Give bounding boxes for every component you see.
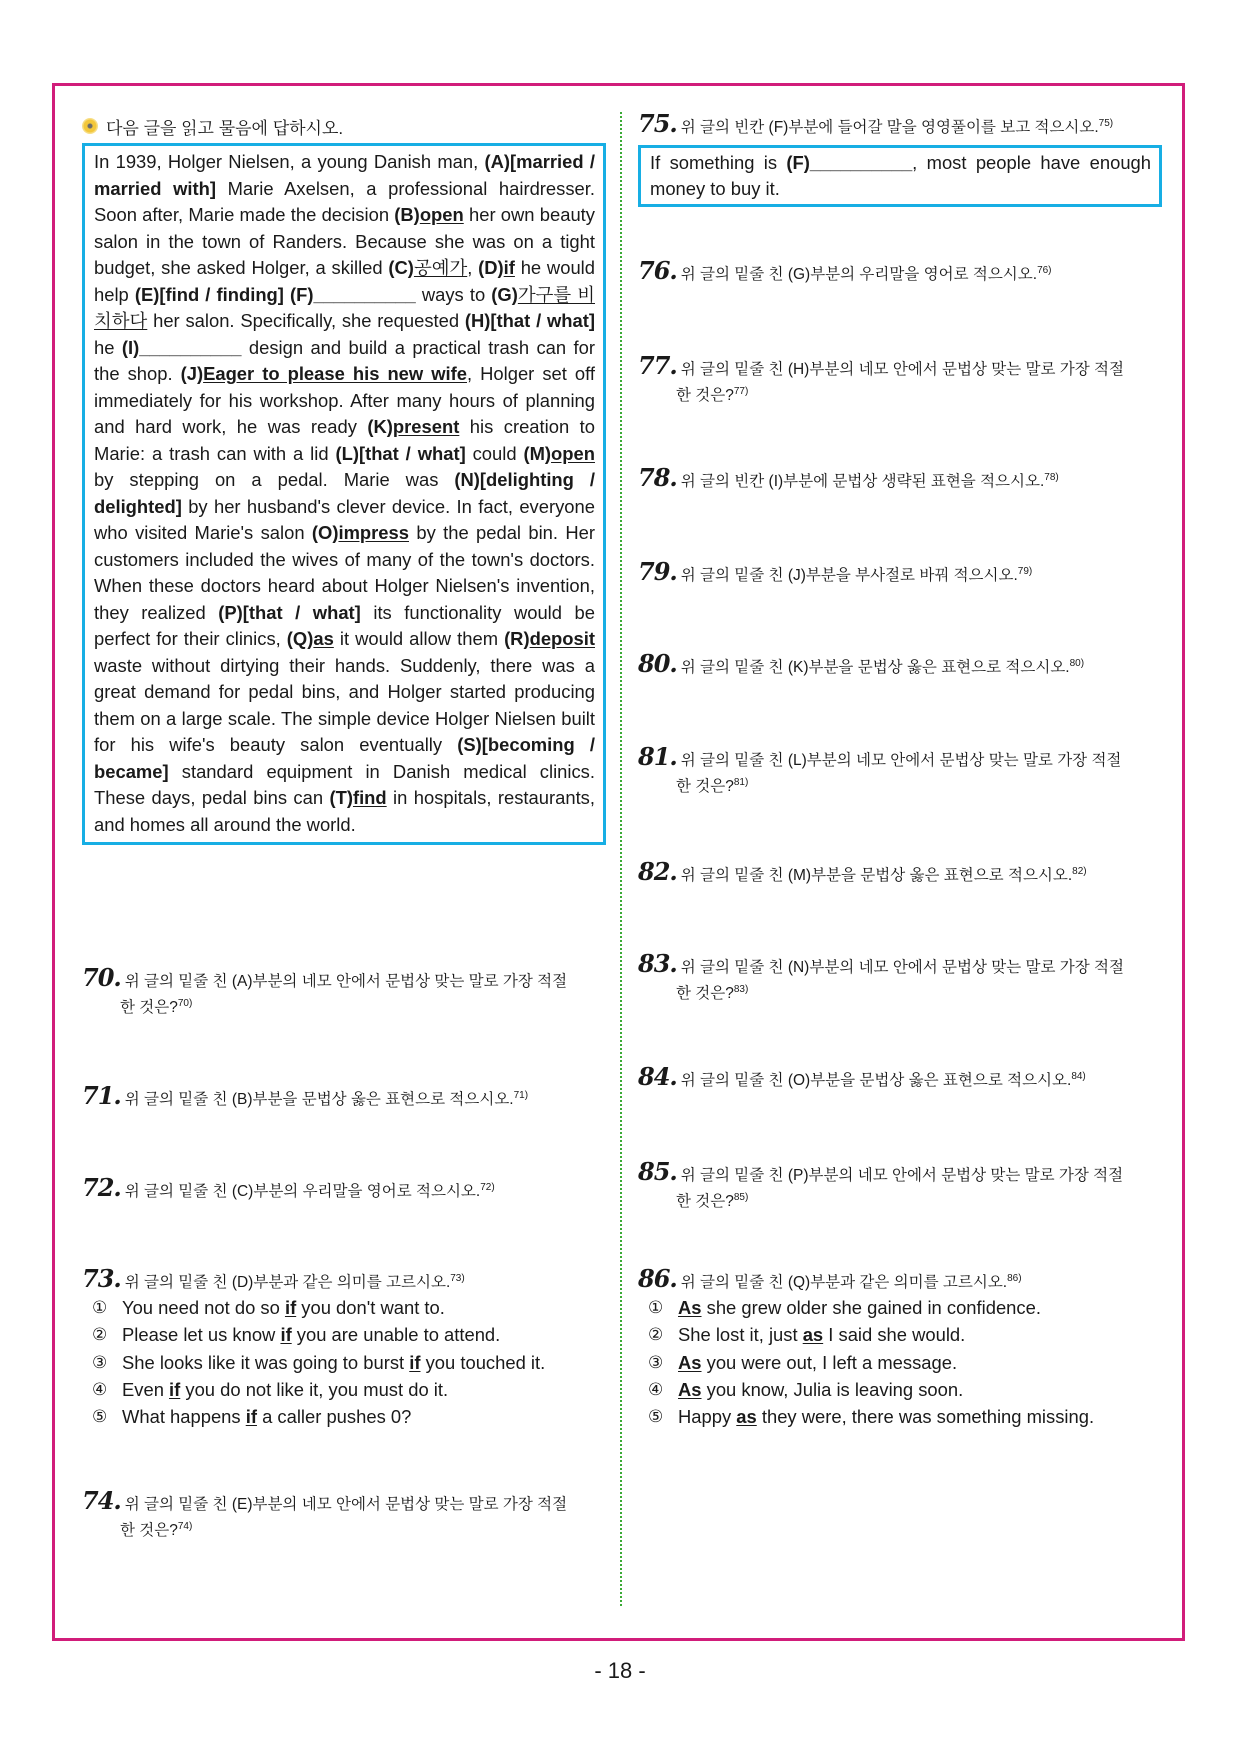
underlined-text: if [503, 257, 515, 278]
definition-box [638, 145, 1162, 207]
footnote-ref: 85) [733, 1192, 749, 1203]
choice-text [678, 1376, 963, 1403]
question-prompt-cont: 한 것은? [676, 387, 734, 405]
page-number: - 18 - [594, 1658, 646, 1683]
bold-text: (K) [367, 416, 393, 437]
bold-text: (M) [523, 442, 552, 464]
footnote-ref: 73) [450, 1273, 465, 1284]
choice-number: ② [648, 1325, 664, 1345]
answer-choices [648, 1294, 1162, 1430]
left-column [82, 113, 604, 845]
text-span: you touched it. [420, 1351, 546, 1373]
underlined-text: 가구를 비치하다 [94, 283, 595, 331]
answer-choice[interactable] [648, 1376, 1162, 1403]
choice-number: ⑤ [92, 1407, 108, 1427]
bold-text: (S)[becoming / became] [94, 734, 595, 782]
question-prompt-cont: 한 것은? [676, 778, 734, 796]
text-span: waste without dirtying their hands. Suddenly, there was a great demand for pedal bins, and Holger started producing them on a large scale. The simple device Holger Nielsen built for his wife's beauty salon eventually [94, 654, 595, 755]
question-number: 75. [638, 109, 677, 139]
choice-text [122, 1403, 411, 1430]
text-span: you are unable to attend. [291, 1324, 501, 1346]
text-span: you don't want to. [296, 1297, 445, 1319]
question-number: 71. [82, 1081, 121, 1111]
question-prompt: 위 글의 밑줄 친 (C)부분의 우리말을 영어로 적으시오. [124, 1183, 481, 1201]
footnote-ref: 82) [1072, 866, 1087, 877]
question-number: 82. [638, 857, 677, 887]
footnote-ref: 77) [733, 386, 749, 397]
bold-text: (A)[married / married with] [94, 151, 595, 199]
underlined-text: as [313, 628, 334, 649]
question-number: 79. [638, 557, 677, 587]
question-number: 72. [82, 1173, 121, 1203]
choice-number: ③ [648, 1352, 664, 1372]
text-span: they were, there was something missing. [756, 1406, 1095, 1428]
text-span: he would help [94, 257, 595, 305]
underlined-text: deposit [529, 628, 595, 649]
question-prompt: 위 글의 밑줄 친 (A)부분의 네모 안에서 문법상 맞는 말로 가장 적절 [124, 973, 568, 990]
choice-text [122, 1321, 500, 1348]
choice-number: ④ [648, 1380, 664, 1400]
bold-text: (T) [329, 787, 353, 808]
question-86 [638, 1264, 1162, 1431]
text-span: She lost it, just [678, 1324, 803, 1346]
question-71 [82, 1081, 606, 1111]
question-prompt: 위 글의 밑줄 친 (Q)부분과 같은 의미를 고르시오. [680, 1274, 1008, 1292]
footnote-ref: 74) [177, 1521, 193, 1532]
underlined-text: 공예가 [413, 257, 468, 278]
bold-text: (R) [504, 628, 530, 649]
question-number: 86. [638, 1264, 677, 1294]
underlined-text: impress [338, 522, 409, 543]
answer-choice[interactable] [92, 1349, 606, 1376]
question-72 [82, 1173, 606, 1203]
bold-text: (P)[that / what] [218, 601, 361, 623]
choice-text [122, 1349, 545, 1376]
underlined-text: As [678, 1297, 702, 1319]
text-span: he [94, 336, 122, 358]
footnote-ref: 76) [1037, 265, 1052, 276]
underlined-text: As [678, 1351, 702, 1373]
question-78 [638, 463, 1162, 493]
answer-choice[interactable] [92, 1403, 606, 1430]
answer-choice[interactable] [648, 1294, 1162, 1321]
question-prompt: 위 글의 밑줄 친 (K)부분을 문법상 옳은 표현으로 적으시오. [680, 659, 1070, 677]
directions-text: 다음 글을 읽고 물음에 답하시오. [106, 118, 344, 138]
question-number: 73. [82, 1264, 121, 1294]
text-span: you do not like it, you must do it. [180, 1379, 449, 1401]
question-prompt: 위 글의 밑줄 친 (L)부분의 네모 안에서 문법상 맞는 말로 가장 적절 [680, 752, 1122, 769]
question-prompt: 위 글의 밑줄 친 (M)부분을 문법상 옳은 표현으로 적으시오. [680, 867, 1073, 885]
question-74 [82, 1486, 606, 1542]
question-prompt: 위 글의 밑줄 친 (P)부분의 네모 안에서 문법상 맞는 말로 가장 적절 [680, 1167, 1124, 1184]
footnote-ref: 86) [1007, 1273, 1022, 1284]
question-number: 85. [638, 1157, 677, 1186]
question-84 [638, 1062, 1162, 1092]
bold-text: (D) [478, 257, 504, 278]
underlined-text: open [551, 442, 595, 464]
bold-text: (L)[that / what] [335, 442, 466, 464]
question-76 [638, 256, 1162, 286]
choice-number: ⑤ [648, 1407, 664, 1427]
text-span: she grew older she gained in confidence. [701, 1297, 1041, 1319]
text-span: design and build a practical trash can for the shop. [94, 336, 595, 384]
bold-text: (B) [394, 204, 420, 225]
underlined-text: if [284, 1297, 297, 1319]
footnote-ref: 83) [733, 984, 749, 995]
bold-text: (O) [311, 522, 339, 543]
question-prompt: 위 글의 밑줄 친 (O)부분을 문법상 옳은 표현으로 적으시오. [680, 1072, 1072, 1090]
choice-text [678, 1294, 1041, 1321]
question-79 [638, 557, 1162, 587]
text-span: by her husband's clever device. In fact, everyone who visited Marie's salon [94, 495, 595, 543]
underlined-text: as [802, 1324, 824, 1346]
text-span: by the pedal bin. Her customers included the wives of many of the town's doctors. When these doctors heard about Holger Nielsen's invention, they realized [94, 522, 595, 623]
question-number: 84. [638, 1062, 677, 1092]
question-number: 83. [638, 949, 677, 978]
text-span: If something is [650, 152, 787, 174]
text-span: ways to [415, 283, 492, 305]
question-73 [82, 1264, 606, 1431]
bold-text: (I)__________ [121, 336, 242, 358]
text-span: standard equipment in Danish medical clinics. These days, pedal bins can [94, 760, 595, 808]
text-span: her salon. Specifically, she requested [147, 310, 465, 331]
bold-text: (G) [491, 283, 518, 305]
text-span: Even [122, 1379, 170, 1401]
bold-text: (H)[that / what] [464, 310, 595, 331]
choice-text [678, 1349, 957, 1376]
choice-number: ③ [92, 1352, 108, 1372]
flower-icon [82, 118, 98, 134]
text-span: his creation to Marie: a trash can with a lid [94, 416, 595, 464]
footnote-ref: 81) [733, 777, 749, 788]
directions [82, 113, 604, 139]
question-number: 80. [638, 649, 677, 679]
question-prompt: 위 글의 밑줄 친 (N)부분의 네모 안에서 문법상 맞는 말로 가장 적절 [680, 959, 1124, 976]
footnote-ref: 71) [513, 1090, 529, 1101]
answer-choice[interactable] [92, 1294, 606, 1321]
text-span: a caller pushes 0? [256, 1406, 412, 1428]
question-prompt: 위 글의 밑줄 친 (G)부분의 우리말을 영어로 적으시오. [680, 266, 1038, 284]
question-prompt-cont: 한 것은? [676, 985, 734, 1003]
underlined-text: if [245, 1406, 257, 1428]
choice-number: ① [648, 1298, 664, 1318]
question-82 [638, 857, 1162, 887]
underlined-text: Eager to please his new wife [203, 363, 467, 384]
question-prompt-cont: 한 것은? [120, 999, 178, 1017]
question-77 [638, 351, 1162, 407]
text-span: You need not do so [122, 1297, 285, 1319]
underlined-text: open [419, 204, 464, 225]
question-number: 70. [82, 963, 121, 992]
question-number: 74. [82, 1486, 121, 1515]
footnote-ref: 80) [1069, 658, 1085, 669]
text-span: What happens [122, 1406, 246, 1428]
choice-text [122, 1376, 448, 1403]
text-span: , Holger set off immediately for his workshop. After many hours of planning and hard work, he was ready [94, 363, 595, 437]
choice-text [678, 1321, 965, 1348]
choice-text [678, 1403, 1094, 1430]
answer-choices [92, 1294, 606, 1430]
bold-text: (E)[find / finding] (F)__________ [134, 283, 416, 305]
text-span: , most people have enough money to buy it. [650, 152, 1152, 200]
question-number: 76. [638, 256, 677, 286]
choice-text [122, 1294, 445, 1321]
footnote-ref: 78) [1044, 472, 1059, 483]
question-prompt: 위 글의 밑줄 친 (D)부분과 같은 의미를 고르시오. [124, 1274, 451, 1292]
text-span: its functionality would be perfect for their clinics, [94, 601, 595, 649]
bold-text: (C) [388, 257, 414, 278]
choice-number: ① [92, 1298, 108, 1318]
text-span: Marie Axelsen, a professional hairdresser. Soon after, Marie made the decision [94, 177, 595, 225]
text-span: you were out, I left a message. [701, 1351, 958, 1373]
question-prompt: 위 글의 밑줄 친 (E)부분의 네모 안에서 문법상 맞는 말로 가장 적절 [124, 1496, 568, 1513]
underlined-text: if [280, 1324, 292, 1346]
question-prompt: 위 글의 밑줄 친 (B)부분을 문법상 옳은 표현으로 적으시오. [124, 1091, 514, 1109]
question-prompt: 위 글의 빈칸 (F)부분에 들어갈 말을 영영풀이를 보고 적으시오. [680, 119, 1099, 137]
answer-choice[interactable] [648, 1403, 1162, 1430]
question-81 [638, 742, 1162, 798]
question-number: 81. [638, 742, 677, 771]
footnote-ref: 79) [1017, 566, 1033, 577]
answer-choice[interactable] [648, 1349, 1162, 1376]
footnote-ref: 72) [480, 1182, 495, 1193]
question-prompt: 위 글의 밑줄 친 (J)부분을 부사절로 바꿔 적으시오. [680, 567, 1018, 585]
underlined-text: As [678, 1379, 702, 1401]
question-prompt-cont: 한 것은? [676, 1193, 734, 1211]
reading-passage [82, 143, 606, 845]
bold-text: (Q) [286, 628, 314, 649]
bold-text: (N)[delighting / delighted] [94, 469, 595, 517]
question-75 [638, 109, 1162, 207]
text-span: , [467, 257, 479, 278]
text-span: by stepping on a pedal. Marie was [94, 469, 455, 490]
text-span: She looks like it was going to burst [122, 1351, 410, 1373]
text-span: her own beauty salon in the town of Randers. Because she was on a tight budget, she asked Holger, a skilled [94, 204, 595, 278]
column-divider [620, 112, 622, 1606]
underlined-text: if [409, 1351, 421, 1373]
answer-choice[interactable] [648, 1321, 1162, 1348]
question-prompt: 위 글의 밑줄 친 (H)부분의 네모 안에서 문법상 맞는 말로 가장 적절 [680, 361, 1124, 378]
text-span: I said she would. [823, 1324, 966, 1346]
text-span: you know, Julia is leaving soon. [701, 1379, 964, 1401]
answer-choice[interactable] [92, 1321, 606, 1348]
footnote-ref: 84) [1071, 1071, 1086, 1082]
text-span: Happy [678, 1406, 737, 1428]
text-span: in hospitals, restaurants, and homes all around the world. [94, 787, 595, 835]
bold-text: (F)__________ [786, 152, 913, 174]
text-span: it would allow them [333, 628, 505, 649]
question-prompt-cont: 한 것은? [120, 1522, 178, 1540]
text-span: could [465, 442, 524, 464]
bold-text: (J) [180, 363, 204, 384]
footnote-ref: 70) [177, 998, 193, 1009]
question-70 [82, 963, 606, 1019]
answer-choice[interactable] [92, 1376, 606, 1403]
question-83 [638, 949, 1162, 1005]
underlined-text: find [352, 787, 387, 808]
footnote-ref: 75) [1098, 118, 1114, 129]
question-prompt: 위 글의 빈칸 (I)부분에 문법상 생략된 표현을 적으시오. [680, 473, 1045, 491]
text-span: In 1939, Holger Nielsen, a young Danish man, [94, 151, 485, 172]
question-number: 77. [638, 351, 677, 380]
question-85 [638, 1157, 1162, 1213]
choice-number: ② [92, 1325, 108, 1345]
question-number: 78. [638, 463, 677, 493]
text-span: Please let us know [122, 1324, 281, 1346]
underlined-text: as [736, 1406, 757, 1428]
choice-number: ④ [92, 1380, 108, 1400]
question-80 [638, 649, 1162, 679]
underlined-text: present [392, 416, 460, 437]
underlined-text: if [169, 1379, 181, 1401]
